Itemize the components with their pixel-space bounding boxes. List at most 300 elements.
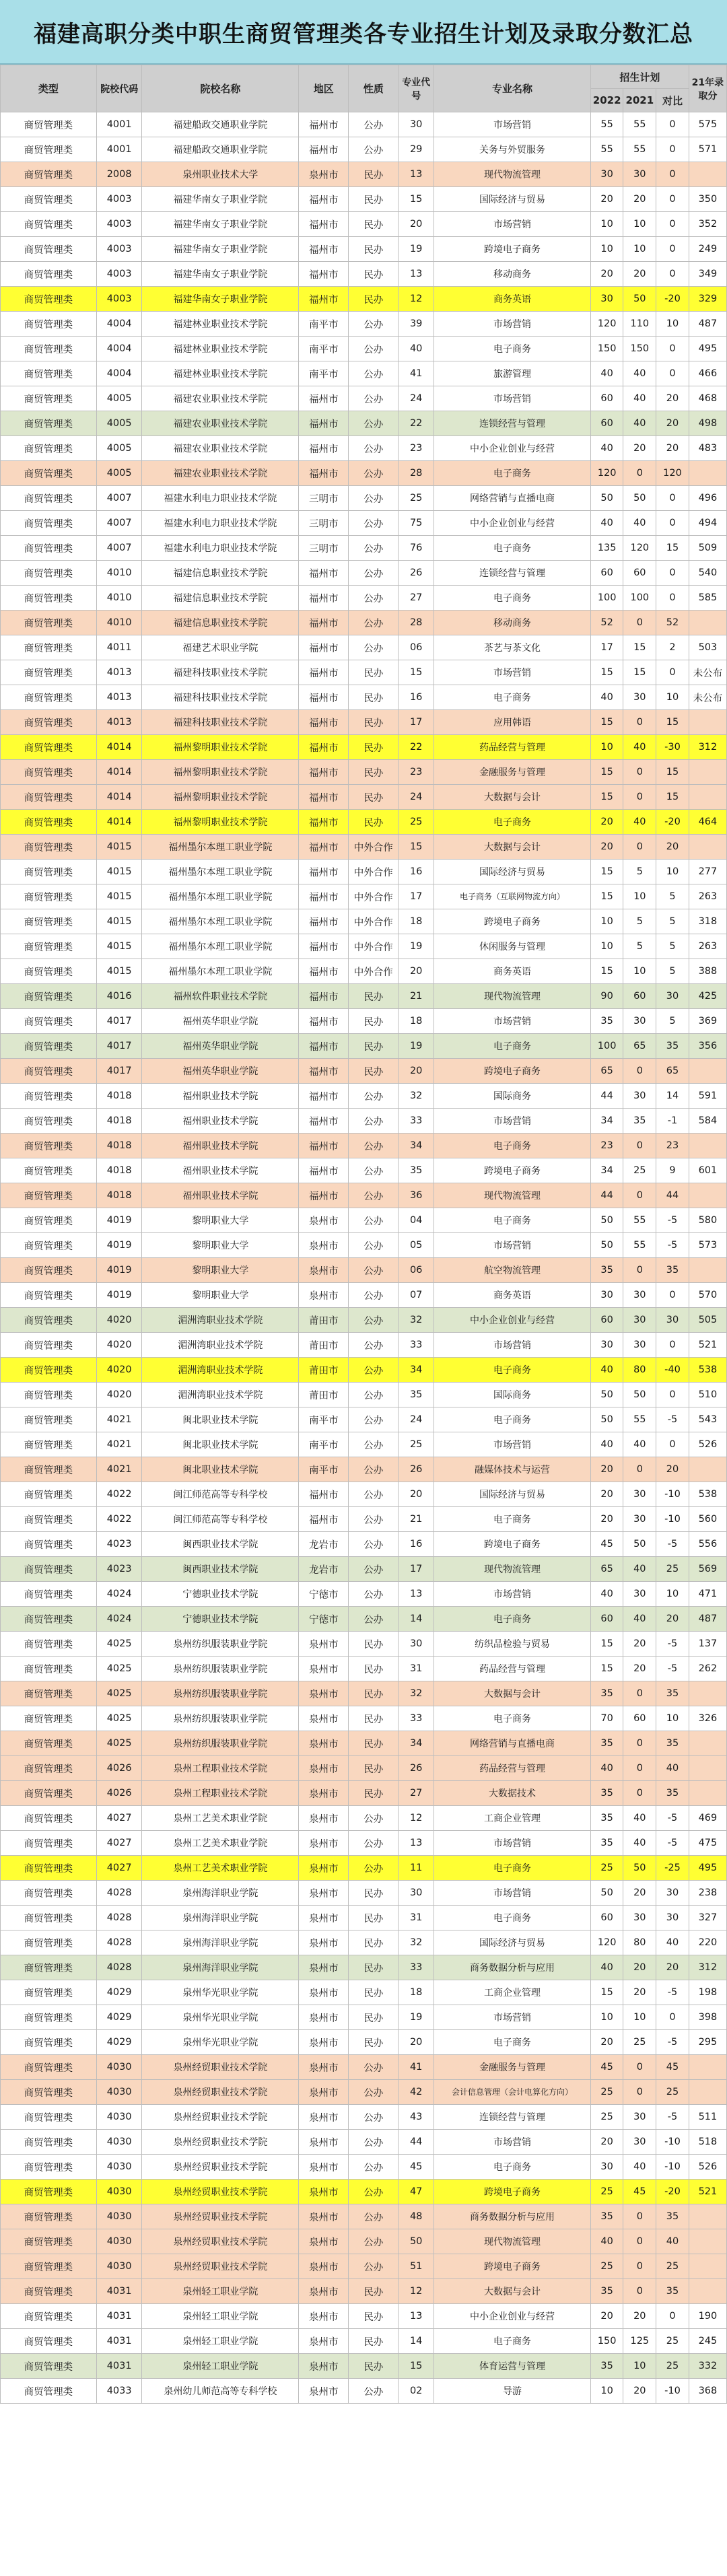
cell-region: 泉州市 [299, 1856, 349, 1881]
cell-plan-2022: 35 [590, 2204, 623, 2229]
cell-school: 泉州经贸职业技术学院 [142, 2229, 299, 2254]
cell-region: 福州市 [299, 237, 349, 262]
cell-nature: 公办 [349, 2254, 399, 2279]
cell-plan-2022: 45 [590, 2055, 623, 2080]
cell-plan-2021: 10 [623, 884, 656, 909]
cell-diff: 5 [656, 909, 689, 934]
cell-nature: 公办 [349, 1482, 399, 1507]
cell-plan-2021: 20 [623, 1980, 656, 2005]
cell-school: 福州黎明职业技术学院 [142, 810, 299, 835]
cell-plan-2022: 50 [590, 1208, 623, 1233]
cell-type: 商贸管理类 [1, 1881, 97, 1906]
cell-region: 泉州市 [299, 2329, 349, 2354]
cell-code: 4030 [96, 2080, 142, 2105]
cell-plan-2022: 10 [590, 212, 623, 237]
cell-major-code: 32 [399, 1681, 434, 1706]
cell-major: 中小企业创业与经营 [434, 511, 591, 536]
cell-nature: 公办 [349, 1607, 399, 1632]
cell-code: 4005 [96, 436, 142, 461]
cell-code: 4011 [96, 635, 142, 660]
cell-major: 网络营销与直播电商 [434, 1731, 591, 1756]
cell-plan-2021: 30 [623, 1283, 656, 1308]
cell-major-code: 40 [399, 337, 434, 361]
cell-school: 闽北职业技术学院 [142, 1407, 299, 1432]
cell-diff: 120 [656, 461, 689, 486]
table-row [1, 2304, 727, 2329]
cell-plan-2022: 20 [590, 2030, 623, 2055]
cell-diff: 35 [656, 1731, 689, 1756]
cell-plan-2022: 15 [590, 785, 623, 810]
cell-nature: 民办 [349, 212, 399, 237]
cell-code: 4031 [96, 2329, 142, 2354]
cell-plan-2022: 10 [590, 2005, 623, 2030]
cell-score21: 543 [689, 1407, 726, 1432]
cell-major: 跨境电子商务 [434, 2180, 591, 2204]
cell-type: 商贸管理类 [1, 660, 97, 685]
cell-major-code: 18 [399, 909, 434, 934]
header-type: 类型 [1, 65, 97, 112]
cell-diff: 0 [656, 1432, 689, 1457]
cell-school: 泉州华光职业学院 [142, 2005, 299, 2030]
cell-region: 泉州市 [299, 1906, 349, 1930]
cell-type: 商贸管理类 [1, 2354, 97, 2379]
cell-major: 药品经营与管理 [434, 1756, 591, 1781]
cell-score21: 538 [689, 1482, 726, 1507]
cell-code: 4003 [96, 287, 142, 312]
cell-major-code: 17 [399, 710, 434, 735]
table-row [1, 1009, 727, 1034]
cell-plan-2022: 25 [590, 2254, 623, 2279]
cell-plan-2021: 0 [623, 2279, 656, 2304]
cell-nature: 民办 [349, 1657, 399, 1681]
cell-major: 电子商务（互联网物流方向） [434, 884, 591, 909]
table-row [1, 2180, 727, 2204]
cell-diff: 40 [656, 1756, 689, 1781]
cell-school: 湄洲湾职业技术学院 [142, 1358, 299, 1383]
cell-plan-2021: 55 [623, 1233, 656, 1258]
table-row [1, 411, 727, 436]
cell-region: 福州市 [299, 735, 349, 760]
cell-plan-2022: 20 [590, 262, 623, 287]
cell-nature: 民办 [349, 1034, 399, 1059]
cell-major: 中小企业创业与经营 [434, 436, 591, 461]
cell-major: 体育运营与管理 [434, 2354, 591, 2379]
table-row [1, 635, 727, 660]
cell-score21: 575 [689, 112, 726, 137]
cell-plan-2021: 20 [623, 187, 656, 212]
cell-plan-2021: 20 [623, 2379, 656, 2404]
cell-plan-2021: 60 [623, 984, 656, 1009]
cell-nature: 公办 [349, 2204, 399, 2229]
cell-plan-2021: 10 [623, 959, 656, 984]
table-body [1, 112, 727, 2404]
cell-score21: 505 [689, 1308, 726, 1333]
cell-nature: 公办 [349, 436, 399, 461]
cell-nature: 公办 [349, 2080, 399, 2105]
cell-region: 三明市 [299, 536, 349, 561]
cell-diff: 5 [656, 884, 689, 909]
cell-major-code: 31 [399, 1657, 434, 1681]
cell-diff: 30 [656, 1308, 689, 1333]
cell-school: 福建信息职业技术学院 [142, 611, 299, 635]
cell-school: 泉州经贸职业技术学院 [142, 2080, 299, 2105]
cell-major: 应用韩语 [434, 710, 591, 735]
cell-plan-2022: 35 [590, 1831, 623, 1856]
cell-score21: 518 [689, 2130, 726, 2155]
cell-plan-2022: 15 [590, 760, 623, 785]
cell-major-code: 06 [399, 1258, 434, 1283]
cell-diff: -10 [656, 2379, 689, 2404]
cell-score21 [689, 162, 726, 187]
cell-diff: -10 [656, 2155, 689, 2180]
cell-nature: 公办 [349, 337, 399, 361]
cell-school: 福州软件职业技术学院 [142, 984, 299, 1009]
cell-type: 商贸管理类 [1, 810, 97, 835]
cell-score21: 511 [689, 2105, 726, 2130]
cell-diff: -5 [656, 1532, 689, 1557]
cell-plan-2022: 60 [590, 411, 623, 436]
cell-diff: 15 [656, 710, 689, 735]
cell-score21: 569 [689, 1557, 726, 1582]
cell-diff: -20 [656, 2180, 689, 2204]
cell-type: 商贸管理类 [1, 611, 97, 635]
cell-score21: 487 [689, 312, 726, 337]
cell-diff: 20 [656, 835, 689, 860]
cell-major: 航空物流管理 [434, 1258, 591, 1283]
table-row [1, 361, 727, 386]
cell-region: 龙岩市 [299, 1557, 349, 1582]
cell-region: 泉州市 [299, 1980, 349, 2005]
cell-school: 福州英华职业学院 [142, 1034, 299, 1059]
cell-major-code: 20 [399, 959, 434, 984]
cell-diff: -25 [656, 1856, 689, 1881]
cell-score21 [689, 611, 726, 635]
cell-region: 三明市 [299, 486, 349, 511]
cell-school: 福建信息职业技术学院 [142, 586, 299, 611]
cell-diff: 0 [656, 1283, 689, 1308]
cell-score21: 未公布 [689, 685, 726, 710]
cell-plan-2022: 50 [590, 1383, 623, 1407]
cell-plan-2022: 15 [590, 959, 623, 984]
cell-major-code: 20 [399, 1059, 434, 1084]
cell-major-code: 33 [399, 1333, 434, 1358]
cell-type: 商贸管理类 [1, 785, 97, 810]
cell-major-code: 33 [399, 1955, 434, 1980]
table-row [1, 1557, 727, 1582]
cell-region: 福州市 [299, 1059, 349, 1084]
cell-nature: 公办 [349, 1557, 399, 1582]
cell-plan-2022: 50 [590, 1407, 623, 1432]
cell-plan-2021: 110 [623, 312, 656, 337]
cell-code: 4013 [96, 685, 142, 710]
cell-nature: 民办 [349, 2329, 399, 2354]
cell-nature: 公办 [349, 2130, 399, 2155]
table-row [1, 2379, 727, 2404]
cell-plan-2021: 20 [623, 262, 656, 287]
cell-school: 福建华南女子职业学院 [142, 212, 299, 237]
cell-major-code: 43 [399, 2105, 434, 2130]
cell-type: 商贸管理类 [1, 137, 97, 162]
table-row [1, 710, 727, 735]
cell-type: 商贸管理类 [1, 1134, 97, 1158]
cell-school: 福建水利电力职业技术学院 [142, 486, 299, 511]
cell-type: 商贸管理类 [1, 710, 97, 735]
cell-plan-2021: 30 [623, 1582, 656, 1607]
cell-major-code: 22 [399, 735, 434, 760]
cell-score21 [689, 1183, 726, 1208]
cell-score21: 263 [689, 884, 726, 909]
cell-school: 福建华南女子职业学院 [142, 187, 299, 212]
cell-major-code: 45 [399, 2155, 434, 2180]
cell-major: 电子商务 [434, 461, 591, 486]
cell-diff: 35 [656, 1681, 689, 1706]
cell-score21 [689, 461, 726, 486]
cell-type: 商贸管理类 [1, 1681, 97, 1706]
cell-code: 4030 [96, 2254, 142, 2279]
cell-type: 商贸管理类 [1, 1158, 97, 1183]
cell-nature: 公办 [349, 1831, 399, 1856]
cell-nature: 公办 [349, 1308, 399, 1333]
cell-region: 莆田市 [299, 1333, 349, 1358]
cell-score21 [689, 2254, 726, 2279]
cell-plan-2022: 60 [590, 561, 623, 586]
cell-plan-2022: 15 [590, 1632, 623, 1657]
cell-code: 4027 [96, 1806, 142, 1831]
table-row [1, 1432, 727, 1457]
cell-plan-2022: 45 [590, 1532, 623, 1557]
cell-major-code: 24 [399, 386, 434, 411]
cell-major: 导游 [434, 2379, 591, 2404]
cell-major: 电子商务 [434, 1856, 591, 1881]
table-row [1, 735, 727, 760]
cell-major: 国际经济与贸易 [434, 1482, 591, 1507]
cell-major-code: 50 [399, 2229, 434, 2254]
cell-type: 商贸管理类 [1, 1706, 97, 1731]
cell-type: 商贸管理类 [1, 1333, 97, 1358]
cell-plan-2022: 40 [590, 1582, 623, 1607]
cell-major-code: 48 [399, 2204, 434, 2229]
cell-type: 商贸管理类 [1, 1432, 97, 1457]
cell-type: 商贸管理类 [1, 760, 97, 785]
cell-nature: 公办 [349, 486, 399, 511]
cell-nature: 民办 [349, 1632, 399, 1657]
cell-nature: 公办 [349, 1109, 399, 1134]
cell-type: 商贸管理类 [1, 1308, 97, 1333]
cell-school: 湄洲湾职业技术学院 [142, 1333, 299, 1358]
cell-school: 泉州纺织服装职业学院 [142, 1706, 299, 1731]
cell-score21: 521 [689, 2180, 726, 2204]
cell-major-code: 12 [399, 1806, 434, 1831]
cell-code: 4028 [96, 1930, 142, 1955]
cell-plan-2021: 80 [623, 1358, 656, 1383]
cell-code: 4019 [96, 1258, 142, 1283]
table-row [1, 1134, 727, 1158]
cell-major: 跨境电子商务 [434, 1158, 591, 1183]
cell-diff: 0 [656, 2005, 689, 2030]
cell-code: 4019 [96, 1283, 142, 1308]
cell-major-code: 19 [399, 1034, 434, 1059]
cell-nature: 民办 [349, 1955, 399, 1980]
cell-major: 电子商务 [434, 337, 591, 361]
cell-school: 福州墨尔本理工职业学院 [142, 959, 299, 984]
cell-type: 商贸管理类 [1, 2229, 97, 2254]
cell-nature: 中外合作 [349, 909, 399, 934]
cell-code: 4014 [96, 735, 142, 760]
cell-diff: 35 [656, 1034, 689, 1059]
table-row [1, 1955, 727, 1980]
cell-plan-2022: 10 [590, 909, 623, 934]
cell-major-code: 11 [399, 1856, 434, 1881]
cell-code: 4026 [96, 1781, 142, 1806]
cell-plan-2021: 0 [623, 785, 656, 810]
cell-region: 泉州市 [299, 2379, 349, 2404]
cell-nature: 民办 [349, 1059, 399, 1084]
cell-type: 商贸管理类 [1, 1806, 97, 1831]
table-row [1, 1582, 727, 1607]
cell-code: 4033 [96, 2379, 142, 2404]
cell-region: 南平市 [299, 361, 349, 386]
cell-region: 泉州市 [299, 2279, 349, 2304]
cell-diff: 0 [656, 187, 689, 212]
cell-major: 电子商务 [434, 1358, 591, 1383]
cell-major-code: 25 [399, 1432, 434, 1457]
cell-major: 纺织品检验与贸易 [434, 1632, 591, 1657]
table-row [1, 386, 727, 411]
cell-region: 福州市 [299, 685, 349, 710]
cell-major-code: 21 [399, 984, 434, 1009]
table-row [1, 287, 727, 312]
cell-school: 福建华南女子职业学院 [142, 237, 299, 262]
cell-plan-2022: 20 [590, 2130, 623, 2155]
cell-major: 连锁经营与管理 [434, 411, 591, 436]
cell-nature: 民办 [349, 1781, 399, 1806]
cell-region: 泉州市 [299, 2030, 349, 2055]
cell-score21: 521 [689, 1333, 726, 1358]
cell-major-code: 13 [399, 1831, 434, 1856]
cell-major: 电子商务 [434, 2155, 591, 2180]
cell-school: 福州职业技术学院 [142, 1084, 299, 1109]
cell-diff: 0 [656, 561, 689, 586]
cell-plan-2021: 125 [623, 2329, 656, 2354]
cell-major-code: 14 [399, 1607, 434, 1632]
cell-nature: 民办 [349, 1706, 399, 1731]
cell-score21: 540 [689, 561, 726, 586]
cell-major: 市场营销 [434, 2130, 591, 2155]
cell-nature: 民办 [349, 1906, 399, 1930]
cell-plan-2021: 60 [623, 561, 656, 586]
cell-major-code: 26 [399, 1457, 434, 1482]
cell-school: 福州墨尔本理工职业学院 [142, 835, 299, 860]
cell-major: 跨境电子商务 [434, 2254, 591, 2279]
cell-type: 商贸管理类 [1, 884, 97, 909]
cell-diff: 20 [656, 436, 689, 461]
cell-type: 商贸管理类 [1, 586, 97, 611]
cell-type: 商贸管理类 [1, 1233, 97, 1258]
cell-score21 [689, 785, 726, 810]
cell-plan-2021: 120 [623, 536, 656, 561]
cell-score21: 398 [689, 2005, 726, 2030]
cell-major: 市场营销 [434, 112, 591, 137]
cell-nature: 民办 [349, 1681, 399, 1706]
cell-region: 泉州市 [299, 1881, 349, 1906]
cell-region: 福州市 [299, 461, 349, 486]
cell-type: 商贸管理类 [1, 1657, 97, 1681]
cell-plan-2022: 100 [590, 586, 623, 611]
cell-region: 宁德市 [299, 1607, 349, 1632]
cell-nature: 公办 [349, 2379, 399, 2404]
cell-code: 4019 [96, 1208, 142, 1233]
cell-diff: 10 [656, 685, 689, 710]
cell-plan-2022: 20 [590, 2304, 623, 2329]
cell-school: 福州黎明职业技术学院 [142, 760, 299, 785]
cell-plan-2021: 5 [623, 934, 656, 959]
table-row [1, 1657, 727, 1681]
cell-major: 融媒体技术与运营 [434, 1457, 591, 1482]
cell-plan-2022: 60 [590, 1607, 623, 1632]
cell-major-code: 24 [399, 785, 434, 810]
cell-major: 网络营销与直播电商 [434, 486, 591, 511]
table-row [1, 1407, 727, 1432]
cell-major-code: 16 [399, 860, 434, 884]
cell-score21 [689, 1781, 726, 1806]
cell-score21: 509 [689, 536, 726, 561]
table-row [1, 1457, 727, 1482]
cell-school: 泉州工程职业技术学院 [142, 1756, 299, 1781]
cell-nature: 公办 [349, 312, 399, 337]
cell-code: 4029 [96, 2005, 142, 2030]
cell-type: 商贸管理类 [1, 361, 97, 386]
cell-plan-2021: 80 [623, 1930, 656, 1955]
cell-code: 4020 [96, 1333, 142, 1358]
cell-major-code: 23 [399, 436, 434, 461]
cell-score21: 526 [689, 1432, 726, 1457]
cell-type: 商贸管理类 [1, 1034, 97, 1059]
cell-region: 福州市 [299, 660, 349, 685]
cell-diff: -10 [656, 1507, 689, 1532]
table-row [1, 1532, 727, 1557]
cell-plan-2022: 25 [590, 2080, 623, 2105]
cell-plan-2021: 0 [623, 1258, 656, 1283]
cell-diff: 9 [656, 1158, 689, 1183]
cell-major-code: 13 [399, 1582, 434, 1607]
cell-diff: 30 [656, 1881, 689, 1906]
cell-region: 三明市 [299, 511, 349, 536]
cell-region: 福州市 [299, 112, 349, 137]
cell-major-code: 25 [399, 810, 434, 835]
cell-code: 2008 [96, 162, 142, 187]
cell-nature: 民办 [349, 735, 399, 760]
cell-major: 电子商务 [434, 1034, 591, 1059]
cell-type: 商贸管理类 [1, 1632, 97, 1657]
cell-school: 泉州纺织服装职业学院 [142, 1731, 299, 1756]
cell-region: 泉州市 [299, 2180, 349, 2204]
cell-major-code: 13 [399, 162, 434, 187]
cell-type: 商贸管理类 [1, 1084, 97, 1109]
cell-major: 国际商务 [434, 1383, 591, 1407]
cell-score21: 332 [689, 2354, 726, 2379]
cell-school: 泉州华光职业学院 [142, 2030, 299, 2055]
cell-type: 商贸管理类 [1, 1582, 97, 1607]
cell-region: 莆田市 [299, 1358, 349, 1383]
cell-code: 4018 [96, 1183, 142, 1208]
cell-type: 商贸管理类 [1, 1258, 97, 1283]
table-row [1, 1980, 727, 2005]
table-row [1, 1158, 727, 1183]
cell-score21: 487 [689, 1607, 726, 1632]
cell-region: 泉州市 [299, 1632, 349, 1657]
cell-major-code: 26 [399, 561, 434, 586]
cell-plan-2021: 0 [623, 1781, 656, 1806]
